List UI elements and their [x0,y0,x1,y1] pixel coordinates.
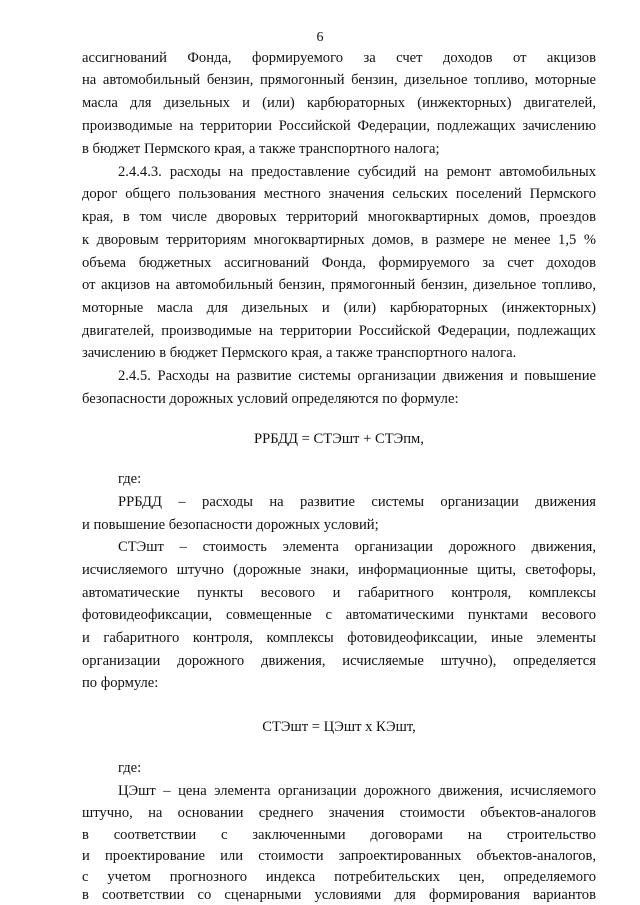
text-line: исчисляемого штучно (дорожные знаки, информационные щиты, светофоры, [82,562,596,578]
text-line: и проектирование или стоимости запроектированных объектов-аналогов, [82,848,596,864]
text-line: от акцизов на автомобильный бензин, прямогонный бензин, дизельное топливо, [82,277,596,293]
page-number: 6 [316,30,324,45]
text-line: моторные масла для дизельных и (или) карбюраторных (инжекторных) [82,300,596,316]
text-line: зачислению в бюджет Пермского края, а также транспортного налога. [82,345,517,361]
text-line: к дворовым территориям многоквартирных домов, в размере не менее 1,5 % [82,232,596,248]
text-line: дорог общего пользования местного значения сельских поселений Пермского [82,186,596,202]
text-line: объема бюджетных ассигнований Фонда, формируемого за счет доходов [82,255,596,271]
text-line: производимые на территории Российской Федерации, подлежащих зачислению [82,118,596,134]
paragraph-first-line: ЦЭшт – цена элемента организации дорожного движения, исчисляемого [118,783,596,799]
text-line: с учетом прогнозного индекса потребительских цен, определяемого [82,869,596,885]
text-line: и габаритного контроля, комплексы фотовидеофиксации, иные элементы [82,630,596,646]
text-line: в соответствии со сценарными условиями для формирования вариантов [82,887,596,903]
text-line: двигателей, производимые на территории Российской Федерации, подлежащих [82,323,596,339]
paragraph-first-line: 2.4.5. Расходы на развитие системы организации движения и повышение [118,368,596,384]
text-line: по формуле: [82,675,159,691]
text-line: края, в том числе дворовых территорий многоквартирных домов, проездов [82,209,596,225]
text-line: штучно, на основании среднего значения стоимости объектов-аналогов [82,805,596,821]
text-line: в бюджет Пермского края, а также транспортного налога; [82,141,440,157]
text-line: на автомобильный бензин, прямогонный бензин, дизельное топливо, моторные [82,72,596,88]
where-label: где: [118,760,142,776]
text-line: и повышение безопасности дорожных условий; [82,517,379,533]
text-line: организации дорожного движения, исчисляемые штучно), определяется [82,653,596,669]
text-line: безопасности дорожных условий определяются по формуле: [82,391,459,407]
formula: РРБДД = СТЭшт + СТЭпм, [254,431,424,447]
text-line: масла для дизельных и (или) карбюраторных (инжекторных) двигателей, [82,95,596,111]
where-label: где: [118,471,142,487]
paragraph-first-line: СТЭшт – стоимость элемента организации дорожного движения, [118,539,596,555]
paragraph-first-line: 2.4.4.3. расходы на предоставление субсидий на ремонт автомобильных [118,164,596,180]
text-line: ассигнований Фонда, формируемого за счет доходов от акцизов [82,50,596,66]
text-line: фотовидеофиксации, совмещенные с автоматическими пунктами весового [82,607,596,623]
text-line: в соответствии с заключенными договорами на строительство [82,827,596,843]
paragraph-first-line: РРБДД – расходы на развитие системы организации движения [118,494,596,510]
text-line: автоматические пункты весового и габаритного контроля, комплексы [82,585,596,601]
formula: СТЭшт = ЦЭшт х КЭшт, [262,719,416,735]
